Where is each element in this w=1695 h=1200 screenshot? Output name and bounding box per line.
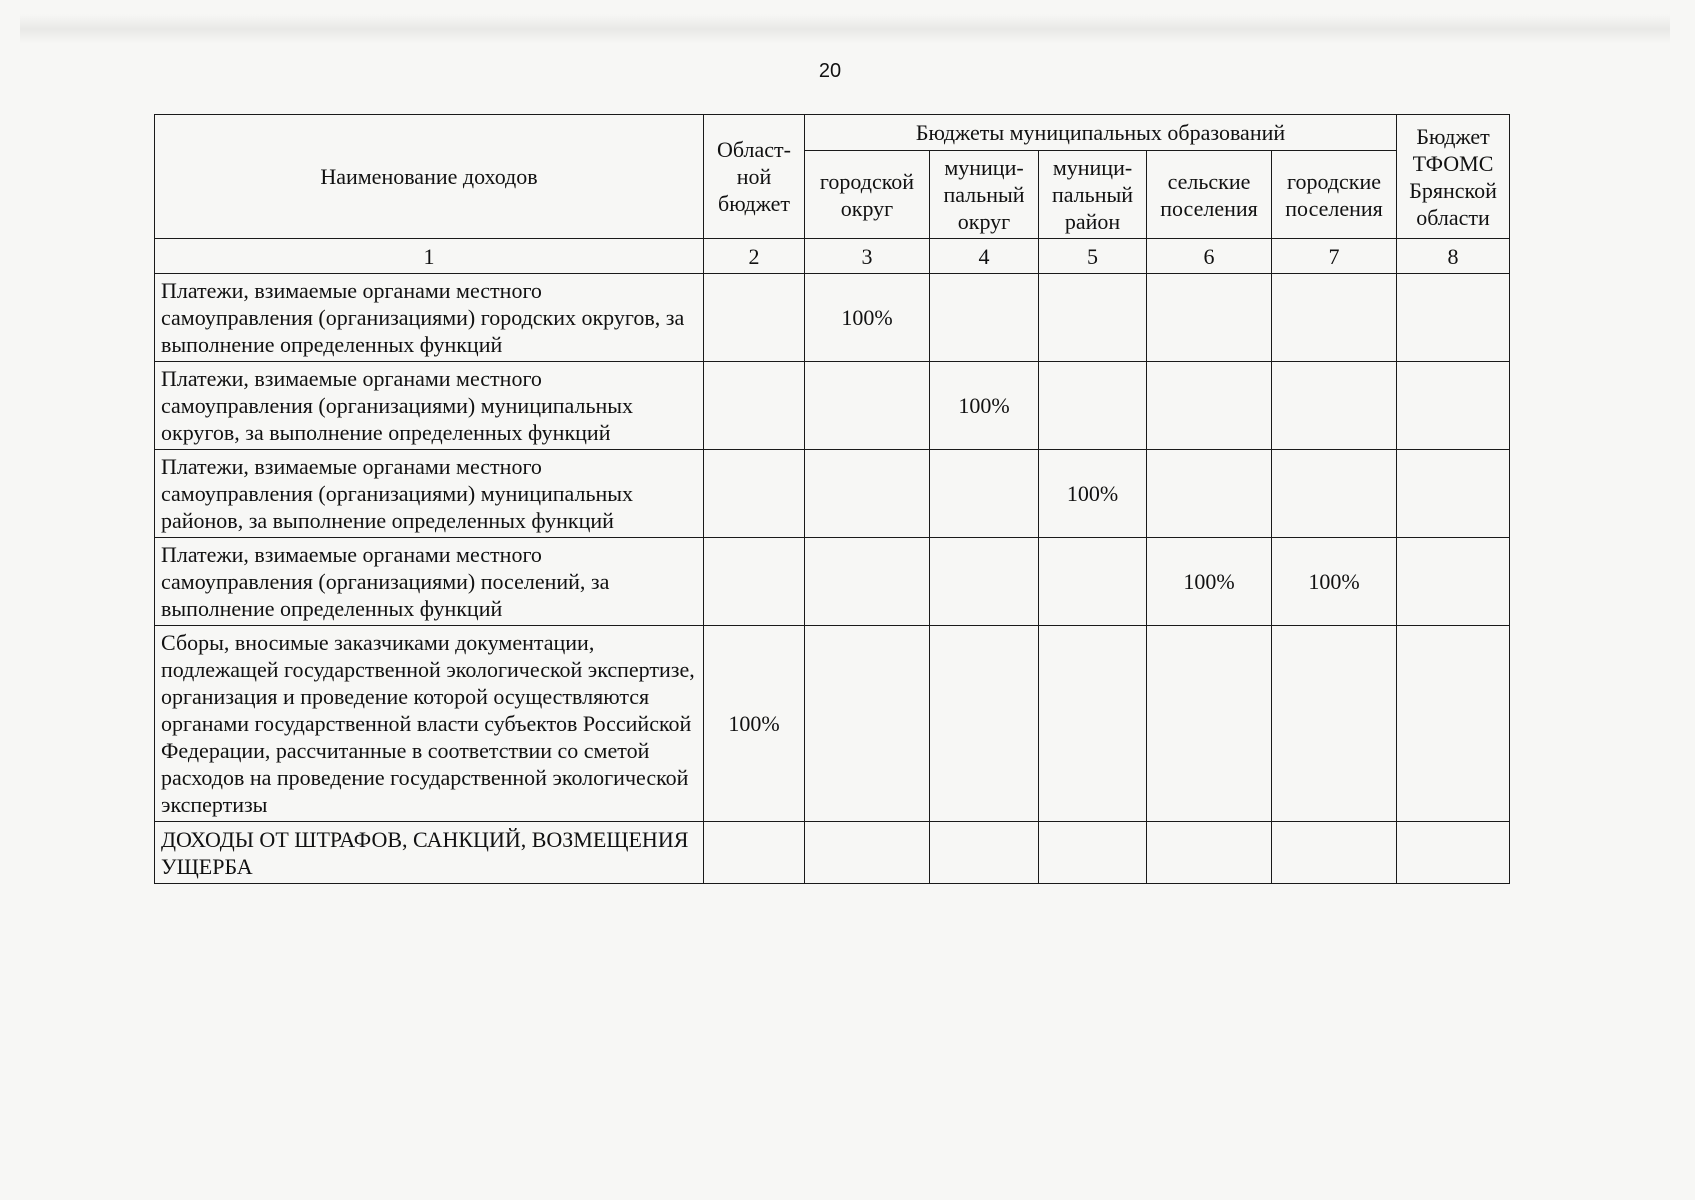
table-row [155,626,1510,822]
income-name: Платежи, взимаемые органами местного самоуправления (организациями) городских округов, за выполнение определенных функций [155,274,704,362]
value-municipal-area [1039,538,1147,626]
header-rural-settlements: сельские поселения [1147,151,1272,239]
value-city-district [805,362,930,450]
income-section-heading: ДОХОДЫ ОТ ШТРАФОВ, САНКЦИЙ, ВОЗМЕЩЕНИЯ УЩЕРБА [155,822,704,884]
page-number: 20 [818,60,842,82]
value-municipal-area [1039,274,1147,362]
table-row [155,822,1510,884]
header-city-district: городской округ [805,151,930,239]
column-number: 3 [805,239,930,274]
column-number: 4 [930,239,1039,274]
scan-top-band [20,14,1670,44]
column-number: 7 [1272,239,1397,274]
header-income-name: Наименование доходов [155,115,704,239]
value-rural-settlements [1147,274,1272,362]
value-city-district [805,822,930,884]
value-city-district [805,626,930,822]
value-urban-settlements [1272,626,1397,822]
value-rural-settlements [1147,362,1272,450]
value-municipal-district [930,274,1039,362]
header-regional-budget: Област- ной бюджет [704,115,805,239]
value-urban-settlements [1272,274,1397,362]
value-municipal-area [1039,822,1147,884]
table-row [155,538,1510,626]
income-name: Платежи, взимаемые органами местного самоуправления (организациями) муниципальных районов, за выполнение определенных функций [155,450,704,538]
value-municipal-district [930,822,1039,884]
income-distribution-table [154,114,1510,884]
value-tfoms [1397,538,1510,626]
value-tfoms [1397,274,1510,362]
value-regional [704,822,805,884]
value-tfoms [1397,362,1510,450]
value-municipal-area [1039,362,1147,450]
value-tfoms [1397,822,1510,884]
income-name: Сборы, вносимые заказчиками документации, подлежащей государственной экологической экспертизе, организация и проведение которой осуществляются органами государственной власти субъектов Российской Федерации, рассчитанные в соответствии со сметой расходов на проведение государственной экологической экспертизы [155,626,704,822]
value-city-district [805,450,930,538]
value-tfoms [1397,450,1510,538]
header-urban-settlements: городские поселения [1272,151,1397,239]
value-tfoms [1397,626,1510,822]
table-row [155,450,1510,538]
value-municipal-district [930,626,1039,822]
value-municipal-district: 100% [930,362,1039,450]
header-municipal-area: муници- пальный район [1039,151,1147,239]
value-municipal-area [1039,626,1147,822]
table-row [155,274,1510,362]
column-number: 6 [1147,239,1272,274]
value-municipal-area: 100% [1039,450,1147,538]
value-urban-settlements: 100% [1272,538,1397,626]
value-urban-settlements [1272,822,1397,884]
income-name: Платежи, взимаемые органами местного самоуправления (организациями) муниципальных округов, за выполнение определенных функций [155,362,704,450]
value-urban-settlements [1272,450,1397,538]
header-municipal-budgets: Бюджеты муниципальных образований [805,115,1397,151]
value-regional [704,362,805,450]
column-number: 1 [155,239,704,274]
value-regional [704,450,805,538]
value-city-district [805,538,930,626]
column-number: 2 [704,239,805,274]
value-municipal-district [930,538,1039,626]
column-number: 8 [1397,239,1510,274]
value-rural-settlements: 100% [1147,538,1272,626]
income-name: Платежи, взимаемые органами местного самоуправления (организациями) поселений, за выполнение определенных функций [155,538,704,626]
value-urban-settlements [1272,362,1397,450]
value-rural-settlements [1147,626,1272,822]
header-municipal-district: муници- пальный округ [930,151,1039,239]
value-municipal-district [930,450,1039,538]
value-rural-settlements [1147,822,1272,884]
header-tfoms-budget: Бюджет ТФОМС Брянской области [1397,115,1510,239]
value-regional: 100% [704,626,805,822]
table-row [155,362,1510,450]
value-city-district: 100% [805,274,930,362]
column-number: 5 [1039,239,1147,274]
value-regional [704,538,805,626]
value-regional [704,274,805,362]
value-rural-settlements [1147,450,1272,538]
